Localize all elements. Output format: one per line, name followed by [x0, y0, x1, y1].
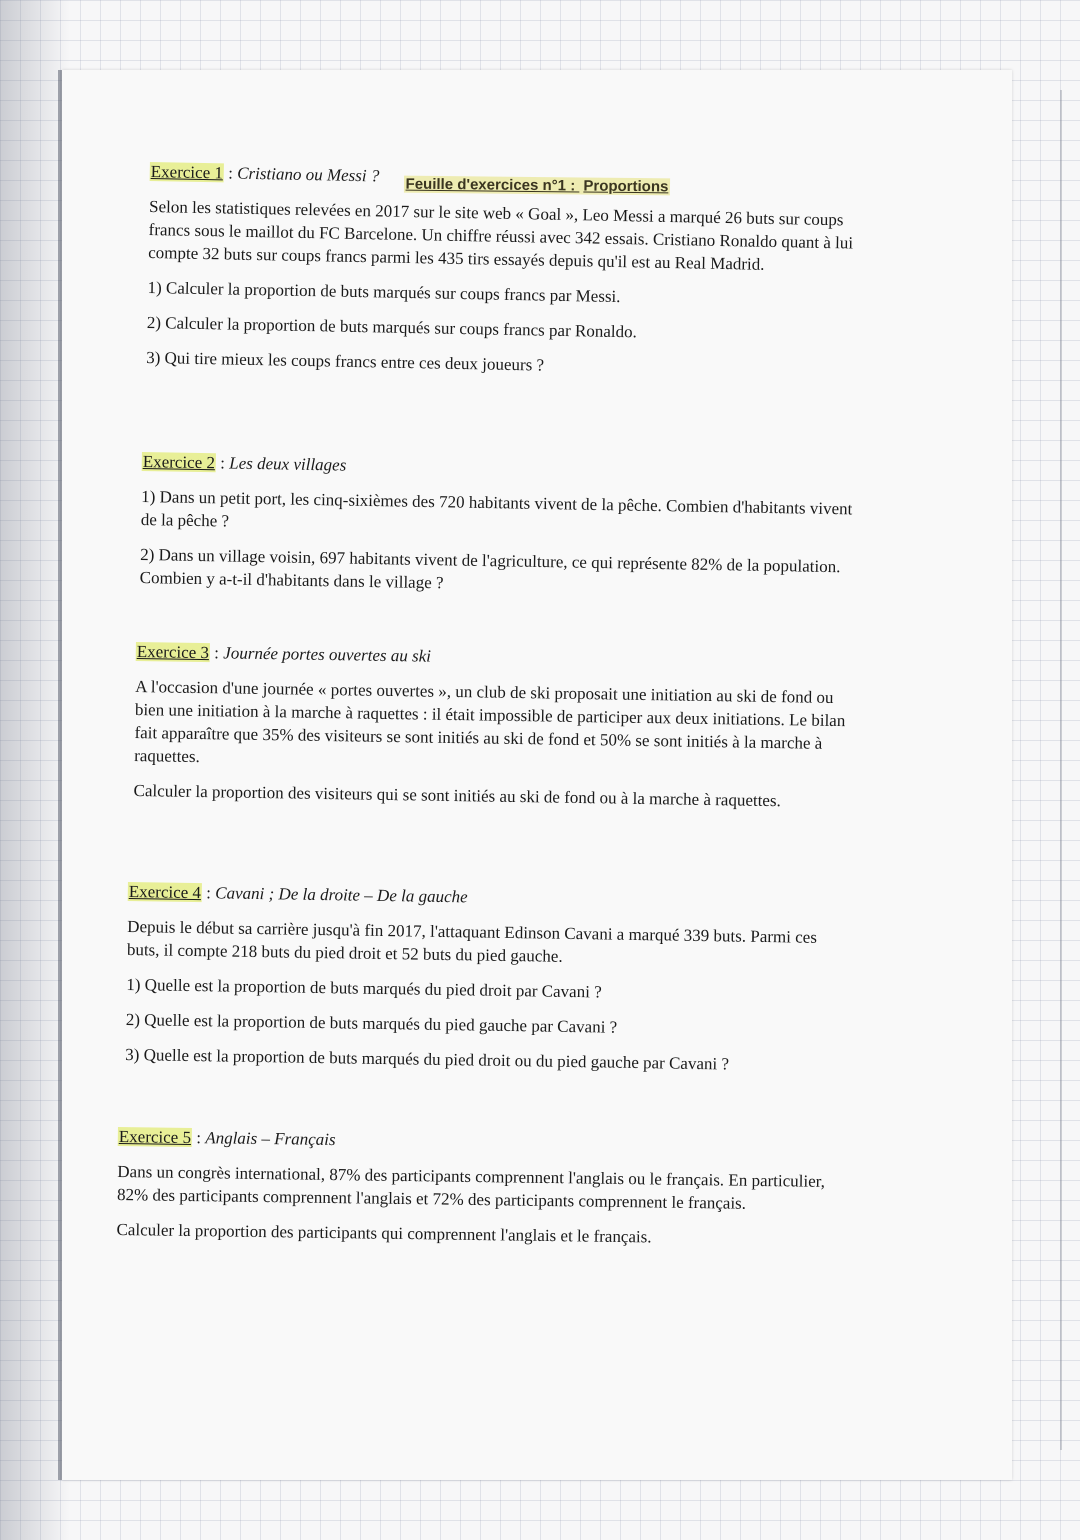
exercise-instruction: Calculer la proportion des visiteurs qui se sont initiés au ski de fond ou à la marche à raquettes. [133, 780, 781, 811]
exercise-instruction: Calculer la proportion des participants qui comprennent l'anglais et le français. [116, 1219, 652, 1247]
exercise-label: Exercice 5 [118, 1127, 192, 1148]
question-2: 2) Calculer la proportion de buts marqués sur coups francs par Ronaldo. [146, 312, 638, 342]
exercise-separator: : [201, 883, 216, 903]
question-1: 1) Calculer la proportion de buts marqués sur coups francs par Messi. [147, 277, 621, 307]
exercise-paragraph: A l'occasion d'une journée « portes ouvertes », un club de ski proposait une initiation au ski de fond ou bien une initiation à la marche à raquettes : il était impossible de participer aux deux initiations. Le bilan fait apparaître que 35% des visiteurs se sont initiés au ski de fond et 50% se sont initiés à la marche à raquettes. [134, 676, 846, 767]
exercise-label: Exercice 2 [142, 452, 216, 473]
question-3: 3) Qui tire mieux les coups francs entre ces deux joueurs ? [146, 347, 545, 375]
exercise-1 [146, 160, 870, 395]
question-3: 3) Quelle est la proportion de buts marqués du pied droit ou du pied gauche par Cavani ? [125, 1044, 730, 1074]
exercise-subtitle: Cristiano ou Messi ? [237, 163, 380, 186]
question-1: 1) Quelle est la proportion de buts marqués du pied droit par Cavani ? [126, 974, 602, 1002]
page-right-edge [1060, 90, 1062, 1450]
exercise-paragraph: Selon les statistiques relevées en 2017 sur le site web « Goal », Leo Messi a marqué 26 buts sur coups francs sous le maillot du FC Barcelone. Un chiffre réussi avec 342 essais. Cristiano Ronaldo quant à lui compte 32 buts sur coups francs parmi les 435 tirs essayés depuis qu'il est au Real Madrid. [148, 196, 854, 274]
exercise-heading [150, 160, 870, 197]
worksheet-sheet [62, 70, 1012, 1480]
exercise-5 [116, 1125, 838, 1263]
title-topic: Proportions [583, 177, 669, 196]
exercise-4 [125, 880, 848, 1089]
sheet-left-edge [58, 70, 62, 1480]
exercise-separator: : [215, 453, 230, 473]
exercise-heading [118, 1125, 838, 1158]
exercise-paragraph: Depuis le début sa carrière jusqu'à fin 2017, l'attaquant Edinson Cavani a marqué 339 buts. Parmi ces buts, il compte 218 buts du pied droit et 52 buts du pied gauche. [126, 916, 818, 966]
exercise-paragraph: Dans un congrès international, 87% des participants comprennent l'anglais ou le français. En particulier, 82% des participants comprennent l'anglais et 72% des participants comprennent le français. [116, 1161, 826, 1213]
exercise-subtitle: Anglais – Français [205, 1128, 336, 1150]
exercise-3 [133, 640, 856, 825]
exercise-heading [128, 880, 848, 914]
exercise-subtitle: Les deux villages [229, 453, 347, 475]
exercise-separator: : [191, 1128, 206, 1148]
exercise-2 [139, 450, 862, 614]
exercise-heading [136, 640, 856, 674]
exercise-subtitle: Cavani ; De la droite – De la gauche [215, 883, 468, 907]
exercise-subtitle: Journée portes ouvertes au ski [223, 643, 432, 666]
question-2: 2) Dans un village voisin, 697 habitants vivent de l'agriculture, ce qui représente 82% de la population. Combien y a-t-il d'habitants dans le village ? [139, 544, 841, 593]
exercise-separator: : [223, 163, 238, 183]
exercise-label: Exercice 1 [150, 162, 224, 183]
question-2: 2) Quelle est la proportion de buts marqués du pied gauche par Cavani ? [125, 1009, 618, 1037]
exercise-heading [142, 450, 862, 486]
exercise-label: Exercice 4 [128, 882, 202, 903]
exercise-separator: : [209, 643, 224, 663]
title-prefix: Feuille d'exercices n°1 : [405, 175, 580, 195]
exercise-label: Exercice 3 [136, 642, 210, 663]
question-1: 1) Dans un petit port, les cinq-sixièmes des 720 habitants vivent de la pêche. Combien d'habitants vivent de la pêche ? [140, 486, 853, 531]
